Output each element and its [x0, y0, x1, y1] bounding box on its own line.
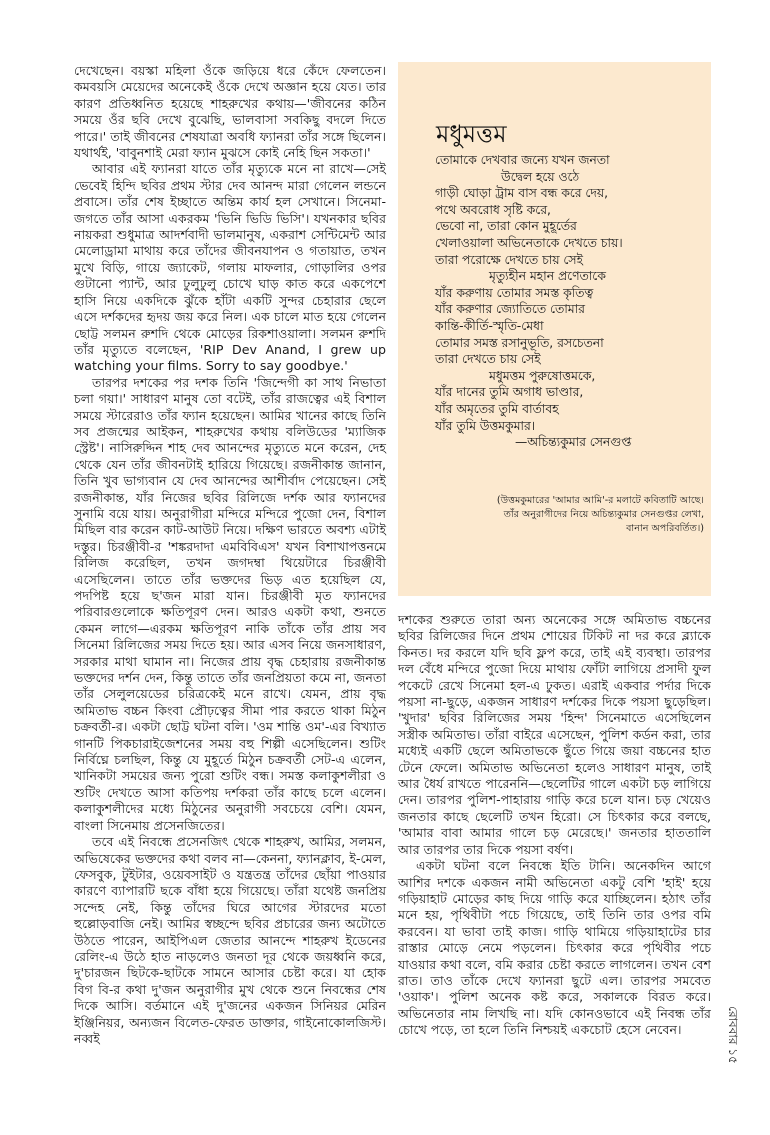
- article-paragraph: দেখেছেন। বয়স্কা মহিলা ওঁকে জড়িয়ে ধরে কেঁদে ফেলতেন। কমবয়সি মেয়েদের অনেকেই ওঁকে দেখে অজ্ঞান হয়ে যেত। তার কারণ প্রতিধ্বনিত হয়েছে শাহরুখের কথায়—'জীবনের কঠিন সময়ে ওঁর ছবি দেখে বুঝেছি, ভালবাসা সবকিছু বদলে দিতে পারে।' তাই জীবনের শেষযাত্রা অবধি ফ্যানরা তাঁর সঙ্গে ছিলেন। যথার্থই, 'বাবুনশাই মেরা ফ্যান মুঝসে কোই নেহি ছিন সকতা।': [74, 63, 386, 161]
- poem-title: মধুমত্তম: [436, 120, 507, 148]
- poem-line: পথে অবরোধ সৃষ্টি করে,: [435, 202, 551, 217]
- poem-line: তোমাকে দেখবার জন্যে যখন জনতা: [435, 153, 610, 167]
- poem-note-line: বানান অপরিবর্তিত।): [626, 523, 704, 534]
- article-paragraph: একটা ঘটনা বলে নিবন্ধে ইতি টানি। অনেকদিন আগে আশির দশকে একজন নামী অভিনেতা একটু বেশি 'হাই' হয়ে গড়িয়াহাট মোড়ের কাছ দিয়ে গাড়ি করে যাচ্ছিলেন। হঠাৎ তাঁর মনে হয়, পৃথিবীটা পচে গিয়েছে, তাই তিনি তার ওপর বমি করবেন। যা ভাবা তাই কাজ। গাড়ি থামিয়ে গড়িয়াহাটের চার রাস্তার মোড়ে নেমে পড়লেন। চিৎকার করে পৃথিবীর পচে যাওয়ার কথা বলে, বমি করার চেষ্টা করতে লাগলেন। তখন বেশ রাত। তাও তাঁকে দেখে ফ্যানরা ছুটে এল। তারপর সমবেত 'ওয়াক'। পুলিশ অনেক কষ্ট করে, সকালকে বিরত করে। অভিনেতার নাম লিখছি না। যদি কোনওভাবে এই নিবন্ধ তাঁর চোখে পড়ে, তা হলে তিনি নিশ্চয়ই একচোট হেসে নেবেন।: [398, 858, 711, 1038]
- poem-line: খেলাওয়ালা অভিনেতাকে দেখতে চায়।: [435, 235, 623, 250]
- page-footer: [722, 1000, 740, 1070]
- poem-line: যাঁর তুমি উত্তমকুমার।: [435, 418, 536, 433]
- poem-note: [448, 494, 704, 536]
- poem-author: —অচিন্ত্যকুমার সেনগুপ্ত: [515, 435, 632, 450]
- article-paragraph: দশকের শুরুতে তারা অন্য অনেকের সঙ্গে অমিতাভ বচ্চনের ছবির রিলিজের দিনে প্রথম শোয়ের টিকিট না দর করে ব্ল্যাকে কিনত। দর করলে যদি ছবি ফ্লপ করে, তাই এই ব্যবস্থা। তারপর দল বেঁধে মন্দিরে পুজো দিয়ে মাথায় ফোঁটা লাগিয়ে প্রসাদী ফুল পকেটে রেখে সিনেমা হল-এ ঢুকত। এরাই একবার পর্দার দিকে পয়সা না-ছুড়ে, একজন সাধারণ দর্শকের দিকে পয়সা ছুড়েছিল। 'খুদার' ছবির রিলিজের সময় 'হিন্দ' সিনেমাতে এসেছিলেন সস্ত্রীক অমিতাভ। তাঁরা বাইরে এসেছেন, পুলিশ কর্ডন করা, তার মধ্যেই একটি ছেলে অমিতাভকে ছুঁতে গিয়ে জয়া বচ্চনের হাত টেনে ফেলে। অমিতাভ অভিনেতা হলেও সাধারণ মানুষ, তাই আর ধৈর্য রাখতে পারেননি—ছেলেটির গালে একটা চড় লাগিয়ে দেন। তারপর পুলিশ-পাহারায় গাড়ি করে চলে যান। চড় খেয়েও জনতার কাছে ছেলেটি তখন হিরো। সে চিৎকার করে বলছে, 'আমার বাবা আমার গালে চড় মেরেছে।' জনতার হাততালি আর তারপর তার দিকে পয়সা বর্ষণ।: [398, 612, 711, 857]
- poem-line: ভেবো না, তারা কোন মুহূর্তের: [435, 219, 577, 234]
- poem-line: মৃত্যুহীন মহান প্রণেতাকে: [489, 269, 606, 284]
- poem-line: মধুমত্তম পুরুষোত্তমকে,: [489, 368, 596, 383]
- poem-note-line: তাঁর অনুরাগীদের নিয়ে অচিন্ত্যকুমার সেনগুপ্তর লেখা,: [503, 509, 704, 520]
- article-paragraph: আবার এই ফ্যানরা যাতে তাঁর মৃত্যুকে মনে না রাখে—সেই ভেবেই হিন্দি ছবির প্রথম স্টার দেব আনন্দ মারা গেলেন লন্ডনে প্রবাসে। তাঁর শেষ ইচ্ছাতে অন্তিম কার্য হল সেখানে। সিনেমা-জগতে তাঁর আসা একরকম 'ভিনি ভিডি ভিসি'। যখনকার ছবির নায়করা শুধুমাত্র আদর্শবাদী ভালমানুষ, একরাশ সেন্টিমেন্ট আর মেলোড্রামা মাথায় করে তাঁদের জীবনযাপন ও গতায়াত, তখন মুখে বিড়ি, গায়ে জ্যাকেট, গলায় মাফলার, গোড়ালির ওপর গুটানো প্যান্ট, আর ঢুলুঢুলু চোখে ঘাড় কাত করে একপেশে হাসি নিয়ে একদিকে ঝুঁকে হাঁটা একটি সুন্দর চেহারার ছেলে এসে দর্শকদের হৃদয় জয় করে নিল। এক চালে মাত হয়ে গেলেন ছোট্ট সলমন রুশদি থেকে মোড়ের রিকশাওয়ালা। সলমন রুশদি তাঁর মৃত্যুতে বলেছেন, 'RIP Dev Anand, I grew up watching your films. Sorry to say goodbye.': [74, 161, 386, 374]
- poem-line: যাঁর করুণার জ্যোতিতে তোমার: [435, 302, 585, 317]
- poem-line: যাঁর দানের তুমি অগাধ ভাণ্ডার,: [435, 385, 584, 400]
- poem-line: গাড়ী ঘোড়া ট্রাম বাস বন্ধ করে দেয়,: [435, 186, 609, 201]
- article-left-column: [74, 63, 386, 1047]
- poem-note-line: (উত্তমকুমারের 'আমার আমি'-র মলাটে কবিতাটি আছে।: [496, 495, 704, 506]
- poem-box: [398, 62, 711, 596]
- article-paragraph: তবে এই নিবন্ধে প্রসেনজিৎ থেকে শাহরুখ, আমির, সলমন, অভিষেকের ভক্তদের কথা বলব না—কেননা, ফ্যানক্লাব, ই-মেল, ফেসবুক, টুইটার, ওয়েবসাইট ও যন্ত্রতন্ত্র তাঁদের ছোঁয়া পাওয়ার কারণে ব্যাপারটি ছকে বাঁধা হয়ে গিয়েছে। তাঁরা যথেষ্ট জনপ্রিয় সন্দেহ নেই, কিন্তু তাঁদের ঘিরে আগের স্টারদের মতো হুল্লোড়বাজি নেই। আমির স্বচ্ছন্দে ছবির প্রচারের জন্য অটোতে উঠতে পারেন, আইপিএল জেতার আনন্দে শাহরুখ ইডেনের রেলিং-এ উঠে হাত নাড়লেও জনতা দূর থেকে জয়ধ্বনি করে, দু'চারজন ছিটকে-ছাটকে সামনে আসার চেষ্টা করে। যা হোক বিগ বি-র কথা দু'জন অনুরাগীর মুখ থেকে শুনে নিবন্ধের শেষ দিকে আসি। বর্তমানে এই দু'জনের একজন সিনিয়র মেরিন ইঞ্জিনিয়র, অন্যজন বিলেত-ফেরত ডাক্তার, গাইনোকোলজিস্ট। নব্বই: [74, 834, 386, 1046]
- poem-line: তারা পরোক্ষে দেখতে চায় সেই: [435, 252, 583, 267]
- article-right-column: [398, 612, 711, 1039]
- poem-line: কান্তি-কীর্তি-স্মৃতি-মেধা: [435, 318, 544, 333]
- poem-line: যাঁর করুণায় তোমার সমস্ত কৃতিত্ব: [435, 285, 594, 300]
- poem-line: যাঁর অমৃতের তুমি বার্তাবহ: [435, 401, 559, 416]
- poem-body: [435, 152, 705, 451]
- poem-line: তারা দেখতে চায় সেই: [435, 352, 541, 367]
- poem-line: তোমার সমস্ত রসানুভূতি, রসচেতনা: [435, 335, 604, 350]
- poem-line: উদ্বেল হয়ে ওঠে: [501, 169, 580, 184]
- article-paragraph: তারপর দশকের পর দশক তিনি 'জিন্দেগী কা সাথ নিভাতা চলা গয়া।' সাধারণ মানুষ তো বটেই, তাঁর রাজত্বের এই বিশাল সময়ে স্টারেরাও তাঁর ফ্যান হয়েছেন। আমির খানের কাছে তিনি সব প্রজন্মের আইকন, শাহরুখের কথায় বলিউডের 'ম্যাজিক স্ট্রেষ্ট'। নাসিরুদ্দিন শাহ দেব আনন্দের মৃত্যুতে মনে করেন, দেহ থেকে যেন তাঁর জীবনটাই হারিয়ে গিয়েছে। রজনীকান্ত জানান, তিনি খুব ভাগ্যবান যে দেব আনন্দের আশীর্বাদ পেয়েছেন। সেই রজনীকান্ত, যাঁর নিজের ছবির রিলিজে দর্শক আর ফ্যানদের সুনামি বয়ে যায়। অনুরাগীরা মন্দিরে মন্দিরে পুজো দেন, বিশাল মিছিল বার করেন কাট-আউট নিয়ে। দক্ষিণ ভারতে অবশ্য এটাই দস্তুর। চিরঞ্জীবী-র 'শঙ্করদাদা এমবিবিএস' যখন বিশাখাপত্তনমে রিলিজ করেছিল, তখন জগদম্বা থিয়েটারে চিরঞ্জীবী এসেছিলেন। তাতে তাঁর ভক্তদের ভিড় এত হয়েছিল যে, পদপিষ্ট হয়ে ছ'জন মারা যান। চিরঞ্জীবী মৃত ফ্যানদের পরিবারগুলোকে ক্ষতিপূরণ দেন। আরও একটা কথা, শুনতে কেমন লাগে—এরকম ক্ষতিপূরণ নাকি তাঁকে তাঁর প্রায় সব সিনেমা রিলিজের সময় দিতে হয়। আর এসব নিয়ে জনসাধারণ, সরকার মাথা ঘামান না। নিজের প্রায় বৃদ্ধ চেহারায় রজনীকান্ত ভক্তদের দর্শন দেন, কিন্তু তাতে তাঁর জনপ্রিয়তা কমে না, জনতা তাঁর সেলুলয়েডের চরিত্রকেই মনে রাখে। যেমন, প্রায় বৃদ্ধ অমিতাভ বচ্চন কিংবা প্রৌঢ়ত্বের সীমা পার করতে থাকা মিঠুন চক্রবর্তী-র। একটা ছোট্ট ঘটনা বলি। 'ওম শান্তি ওম'-এর বিখ্যাত গানটি পিকচারাইজেশনের সময় বহু শিল্পী এসেছিলেন। শুটিং নির্বিঘ্নে চলছিল, কিন্তু যে মুহূর্তে মিঠুন চক্রবর্তী সেট-এ এলেন, খানিকটা সময়ের জন্য পুরো শুটিং বন্ধ। সমস্ত কলাকুশলীরা ও শুটিং দেখতে আসা কতিপয় দর্শকরা তাঁর কাছে চলে এলেন। কলাকুশলীদের মধ্যে মিঠুনের অনুরাগী সবচেয়ে বেশি। যেমন, বাংলা সিনেমায় প্রসেনজিতের।: [74, 374, 386, 833]
- footer-folio: রোববার ১৫: [726, 1006, 740, 1064]
